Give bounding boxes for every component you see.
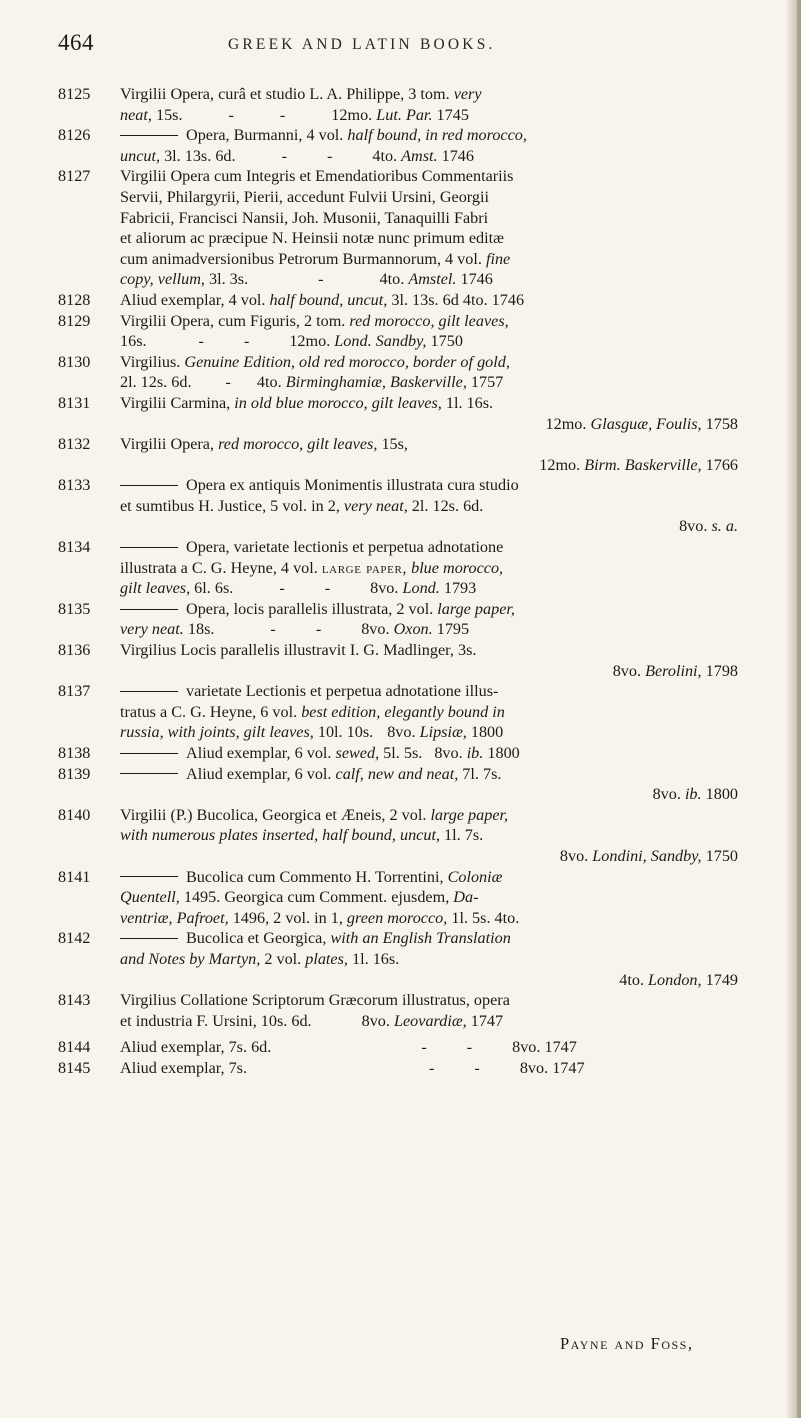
catalogue-entry: [58, 352, 738, 393]
entry-line: 2l. 12s. 6d. - 4to. Birminghamiæ, Baskerville, 1757: [120, 373, 504, 392]
entry-line: uncut, 3l. 13s. 6d. - - 4to. Amst. 1746: [120, 146, 474, 165]
entry-line: Virgilius Locis parallelis illustravit I. G. Madlinger, 3s.: [120, 641, 477, 660]
lot-number: 8134: [58, 538, 91, 557]
lot-number: 8133: [58, 476, 91, 495]
lot-number: 8145: [58, 1058, 91, 1077]
entry-line: 8vo. Londini, Sandby, 1750: [559, 846, 738, 865]
lot-number: 8129: [58, 311, 91, 330]
entry-line: with numerous plates inserted, half bound, uncut, 1l. 7s.: [120, 826, 484, 845]
catalogue-entry: [58, 475, 738, 537]
catchword: Payne and Foss,: [560, 1334, 694, 1353]
entry-line: copy, vellum, 3l. 3s. - 4to. Amstel. 1746: [120, 270, 493, 289]
lot-number: 8143: [58, 991, 91, 1010]
entry-line: very neat. 18s. - - 8vo. Oxon. 1795: [120, 620, 470, 639]
entry-line: Bucolica et Georgica, with an English Translation: [120, 928, 738, 949]
entry-line: Virgilii Opera cum Integris et Emendatioribus Commentariis: [120, 167, 514, 186]
entry-line: varietate Lectionis et perpetua adnotatione illus-: [120, 681, 738, 702]
entry-line: Virgilii Opera, curâ et studio L. A. Philippe, 3 tom. very: [120, 85, 482, 103]
entry-line: Aliud exemplar, 7s. - - 8vo. 1747: [120, 1058, 585, 1077]
entry-line: neat, 15s. - - 12mo. Lut. Par. 1745: [120, 105, 469, 124]
lot-number: 8127: [58, 167, 91, 186]
entry-line: et sumtibus H. Justice, 5 vol. in 2, very neat, 2l. 12s. 6d.: [120, 496, 484, 515]
lot-number: 8130: [58, 352, 91, 371]
catalogue-entry: [58, 867, 738, 929]
entry-line: Opera ex antiquis Monimentis illustrata cura studio: [120, 475, 738, 496]
running-title: GREEK AND LATIN BOOKS.: [228, 36, 496, 53]
catalogue-entry: [58, 434, 738, 475]
entry-line: and Notes by Martyn, 2 vol. plates, 1l. 16s.: [120, 949, 400, 968]
catalogue-entry: [58, 125, 738, 166]
catalogue-entry: [58, 311, 738, 352]
lot-number: 8131: [58, 393, 91, 412]
entry-line: russia, with joints, gilt leaves, 10l. 10s. 8vo. Lipsiæ, 1800: [120, 723, 504, 742]
entry-line: Opera, Burmanni, 4 vol. half bound, in red morocco,: [120, 125, 738, 146]
lot-number: 8128: [58, 290, 91, 309]
entry-line: Servii, Philargyrii, Pierii, accedunt Fulvii Ursini, Georgii: [120, 187, 489, 206]
entry-line: Bucolica cum Commento H. Torrentini, Coloniæ: [120, 867, 738, 888]
entry-line: 8vo. ib. 1800: [652, 785, 738, 804]
entry-line: 16s. - - 12mo. Lond. Sandby, 1750: [120, 332, 463, 351]
lot-number: 8136: [58, 641, 91, 660]
catalogue-entry: [58, 1037, 738, 1058]
lot-number: 8125: [58, 85, 91, 103]
entry-line: et aliorum ac præcipue N. Heinsii notæ nunc primum editæ: [120, 229, 504, 248]
lot-number: 8140: [58, 805, 91, 824]
entry-line: gilt leaves, 6l. 6s. - - 8vo. Lond. 1793: [120, 579, 477, 598]
catalogue-entry: [58, 166, 738, 290]
catalogue-entry: [58, 764, 738, 805]
page-number: 464: [58, 30, 94, 55]
lot-number: 8126: [58, 126, 91, 145]
entry-line: 12mo. Glasguæ, Foulis, 1758: [545, 414, 738, 433]
entry-line: 4to. London, 1749: [619, 970, 738, 989]
lot-number: 8141: [58, 867, 91, 886]
catalogue-entry: [58, 290, 738, 311]
entry-line: Opera, varietate lectionis et perpetua adnotatione: [120, 537, 738, 558]
entry-line: illustrata a C. G. Heyne, 4 vol. large paper, blue morocco,: [120, 558, 504, 577]
entry-line: Virgilii Carmina, in old blue morocco, gilt leaves, 1l. 16s.: [120, 393, 494, 412]
catalogue-entry: [58, 805, 738, 867]
catalogue-entry: [58, 393, 738, 434]
lot-number: 8138: [58, 744, 91, 762]
entry-line: 8vo. Berolini, 1798: [612, 661, 738, 680]
entry-line: Aliud exemplar, 6 vol. sewed, 5l. 5s. 8vo. ib. 1800: [120, 743, 738, 764]
entry-line: Aliud exemplar, 6 vol. calf, new and neat, 7l. 7s.: [120, 764, 738, 785]
entry-line: et industria F. Ursini, 10s. 6d. 8vo. Leovardiæ, 1747: [120, 1011, 504, 1030]
lot-number: 8132: [58, 435, 91, 454]
entry-line: ventriæ, Pafroet, 1496, 2 vol. in 1, green morocco, 1l. 5s. 4to.: [120, 908, 520, 927]
entry-line: tratus a C. G. Heyne, 6 vol. best edition, elegantly bound in: [120, 702, 505, 721]
entry-line: 8vo. s. a.: [679, 517, 738, 536]
catalogue-entry: [58, 599, 738, 640]
catalogue-entry: [58, 1058, 738, 1079]
lot-number: 8144: [58, 1038, 91, 1057]
catalogue-entry: [58, 84, 738, 125]
entry-line: Aliud exemplar, 7s. 6d. - - 8vo. 1747: [120, 1038, 577, 1057]
entry-line: Virgilius. Genuine Edition, old red morocco, border of gold,: [120, 352, 510, 371]
entry-line: Quentell, 1495. Georgica cum Comment. ejusdem, Da-: [120, 888, 479, 907]
entry-line: Aliud exemplar, 4 vol. half bound, uncut, 3l. 13s. 6d 4to. 1746: [120, 290, 525, 309]
entry-line: Opera, locis parallelis illustrata, 2 vol. large paper,: [120, 599, 738, 620]
entry-line: Virgilii Opera, cum Figuris, 2 tom. red morocco, gilt leaves,: [120, 311, 509, 330]
catalogue-entry: [58, 537, 738, 599]
catalogue-entry: [58, 681, 738, 743]
catalogue-entry: [58, 990, 738, 1031]
entry-line: Virgilii Opera, red morocco, gilt leaves, 15s,: [120, 435, 408, 454]
entry-line: cum animadversionibus Petrorum Burmannorum, 4 vol. fine: [120, 249, 511, 268]
entry-line: Virgilius Collatione Scriptorum Græcorum illustratus, opera: [120, 991, 510, 1010]
lot-number: 8142: [58, 929, 91, 948]
catalogue-entry: [58, 928, 738, 990]
page-header: [0, 30, 801, 70]
lot-number: 8139: [58, 764, 91, 783]
catalogue-entry: [58, 640, 738, 681]
entry-line: 12mo. Birm. Baskerville, 1766: [539, 455, 738, 474]
lot-number: 8135: [58, 599, 91, 618]
entry-line: Virgilii (P.) Bucolica, Georgica et Æneis, 2 vol. large paper,: [120, 805, 509, 824]
entry-line: Fabricii, Francisci Nansii, Joh. Musonii, Tanaquilli Fabri: [120, 208, 489, 227]
catalogue-entries: [58, 84, 738, 1079]
page-edge-line: [797, 0, 801, 1418]
catalogue-entry: [58, 743, 738, 764]
lot-number: 8137: [58, 682, 91, 701]
